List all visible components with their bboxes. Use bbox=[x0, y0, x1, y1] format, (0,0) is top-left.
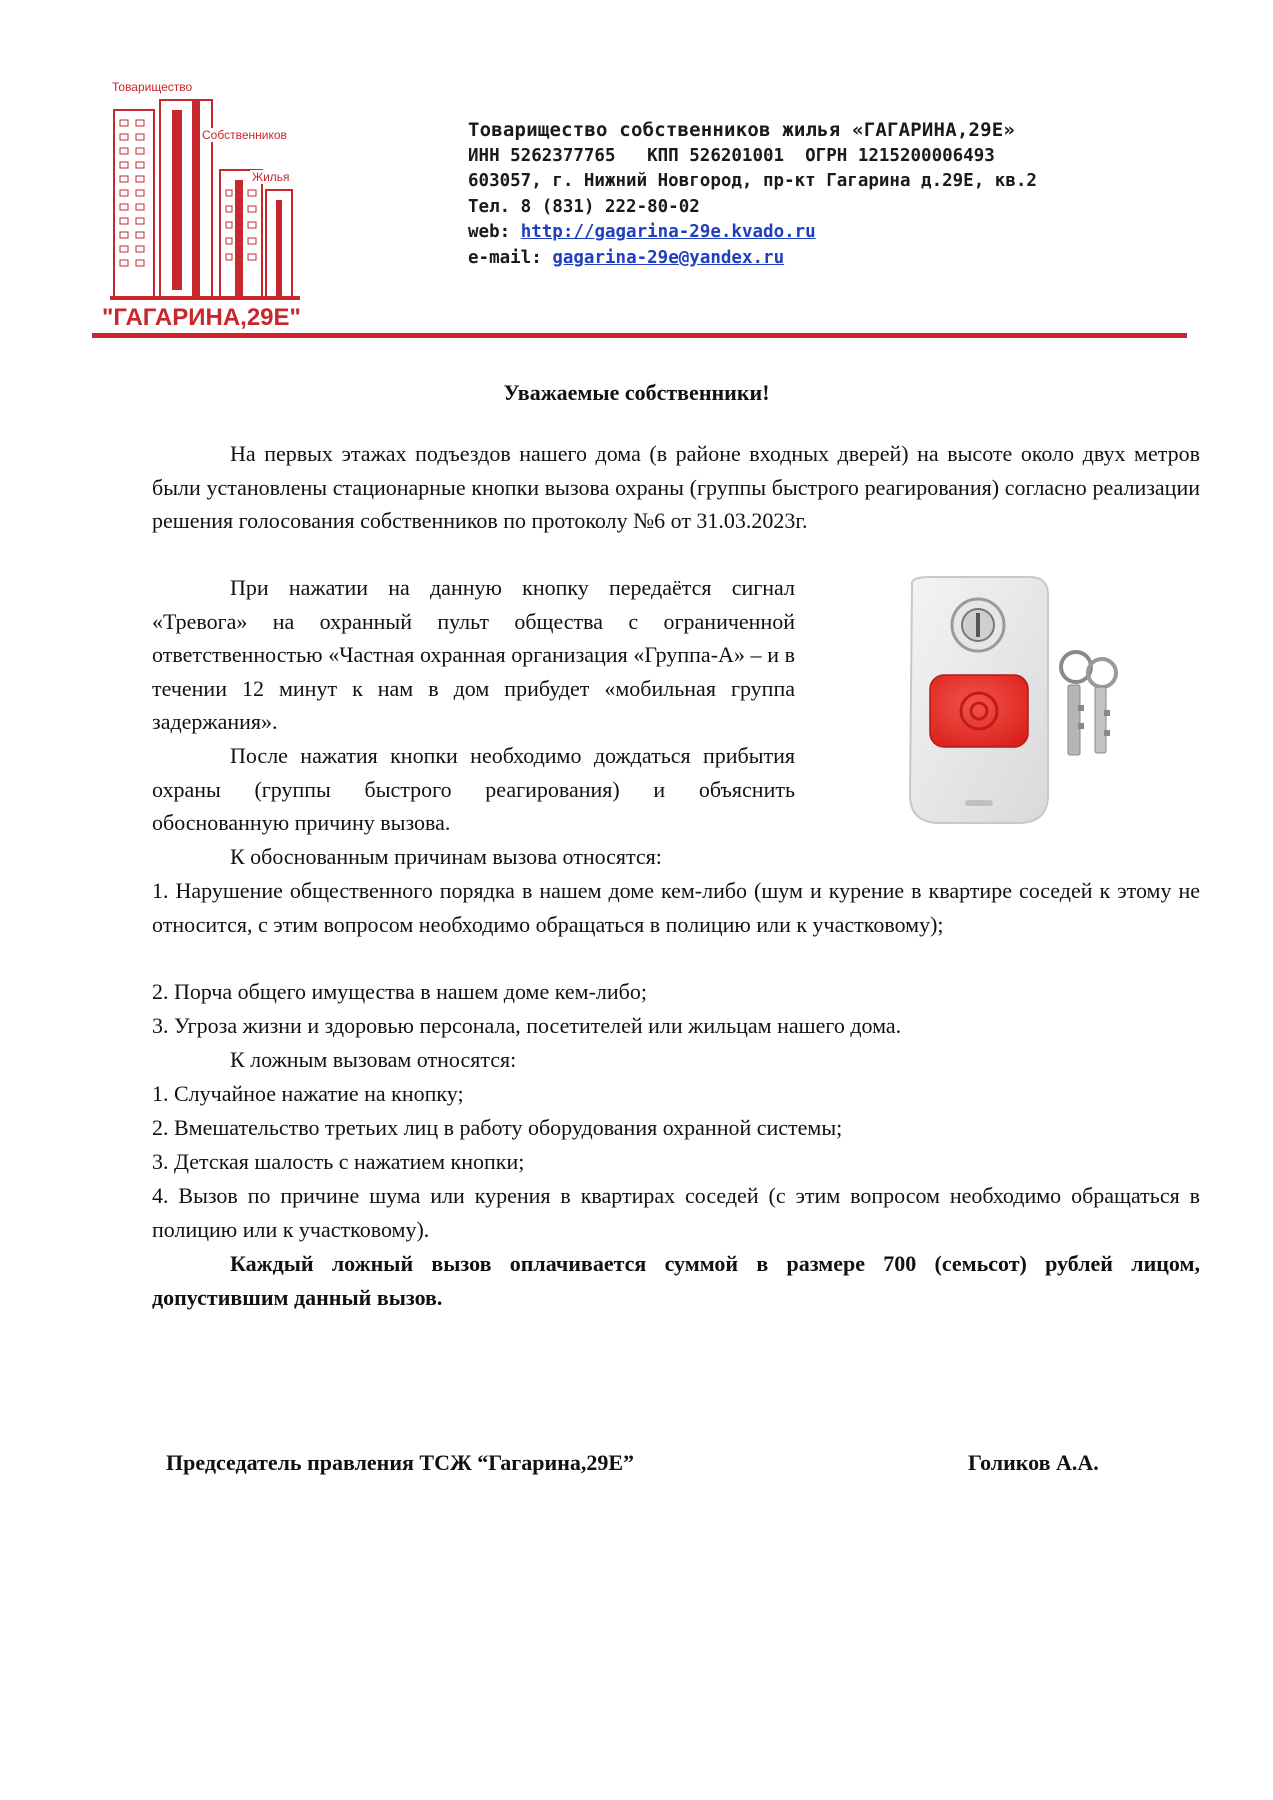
web-label: web: bbox=[468, 222, 511, 242]
org-header bbox=[468, 118, 1037, 271]
email-link[interactable]: gagarina-29e@yandex.ru bbox=[552, 247, 785, 268]
valid-reason-3: 3. Угроза жизни и здоровью персонала, посетителей или жильцам нашего дома. bbox=[152, 1013, 902, 1038]
email-label: e-mail: bbox=[468, 247, 542, 268]
building-logo-icon bbox=[90, 70, 320, 335]
org-name: Товарищество собственников жилья «ГАГАРИНА,29Е» bbox=[468, 119, 1016, 141]
false-reason-1: 1. Случайное нажатие на кнопку; bbox=[152, 1081, 464, 1106]
signature-name: Голиков А.А. bbox=[968, 1450, 1099, 1475]
valid-reason-2: 2. Порча общего имущества в нашем доме кем-либо; bbox=[152, 979, 647, 1004]
company-logo bbox=[90, 70, 320, 335]
org-requisites: ИНН 5262377765 КПП 526201001 ОГРН 1215200006493 bbox=[468, 145, 995, 166]
web-link[interactable]: http://gagarina-29e.kvado.ru bbox=[520, 222, 816, 242]
false-reason-3: 3. Детская шалость с нажатием кнопки; bbox=[152, 1149, 525, 1174]
penalty-note: Каждый ложный вызов оплачивается суммой в размере 700 (семьсот) рублей лицом, допустившим данный вызов. bbox=[152, 1251, 1200, 1310]
logo-line-2: Собственников bbox=[202, 128, 287, 142]
logo-line-1: Товарищество bbox=[112, 80, 193, 94]
logo-name: "ГАГАРИНА,29Е" bbox=[102, 304, 301, 331]
org-web bbox=[468, 220, 1037, 246]
paragraph-1: На первых этажах подъездов нашего дома (в районе входных дверей) на высоте около двух метров были установлены стационарные кнопки вызова охраны (группы быстрого реагирования) согласно реализации решения голосования собственников по протоколу №6 от 31.03.2023г. bbox=[152, 441, 1200, 533]
panic-button-image bbox=[890, 575, 1140, 835]
org-email bbox=[468, 246, 1037, 272]
paragraph-3: После нажатия кнопки необходимо дождаться прибытия охраны (группы быстрого реагирования) и объяснить обоснованную причину вызова. bbox=[152, 743, 795, 835]
false-reason-4: 4. Вызов по причине шума или курения в квартирах соседей (с этим вопросом необходимо обращаться в полицию или к участковому). bbox=[152, 1183, 1200, 1242]
valid-reason-1: 1. Нарушение общественного порядка в нашем доме кем-либо (шум и курение в квартире соседей к этому не относится, с этим вопросом необходимо обращаться в полицию или к участковому); bbox=[152, 878, 1200, 937]
org-address: 603057, г. Нижний Новгород, пр-кт Гагарина д.29Е, кв.2 bbox=[468, 171, 1037, 191]
false-reason-2: 2. Вмешательство третьих лиц в работу оборудования охранной системы; bbox=[152, 1115, 843, 1140]
logo-line-3: Жилья bbox=[252, 170, 290, 184]
signature-position: Председатель правления ТСЖ “Гагарина,29Е” bbox=[166, 1450, 635, 1475]
letter-title: Уважаемые собственники! bbox=[503, 380, 770, 405]
org-phone: Тел. 8 (831) 222-80-02 bbox=[468, 196, 700, 217]
paragraph-2: При нажатии на данную кнопку передаётся сигнал «Тревога» на охранный пульт общества с ограниченной ответственностью «Частная охранная организация «Группа-А» – и в течении 12 минут к нам в дом прибудет «мобильная группа задержания». bbox=[152, 575, 795, 734]
false-calls-heading: К ложным вызовам относятся: bbox=[230, 1047, 517, 1072]
valid-reasons-heading: К обоснованным причинам вызова относятся: bbox=[230, 844, 662, 869]
alarm-button-icon bbox=[890, 575, 1140, 835]
header-divider bbox=[92, 333, 1187, 338]
